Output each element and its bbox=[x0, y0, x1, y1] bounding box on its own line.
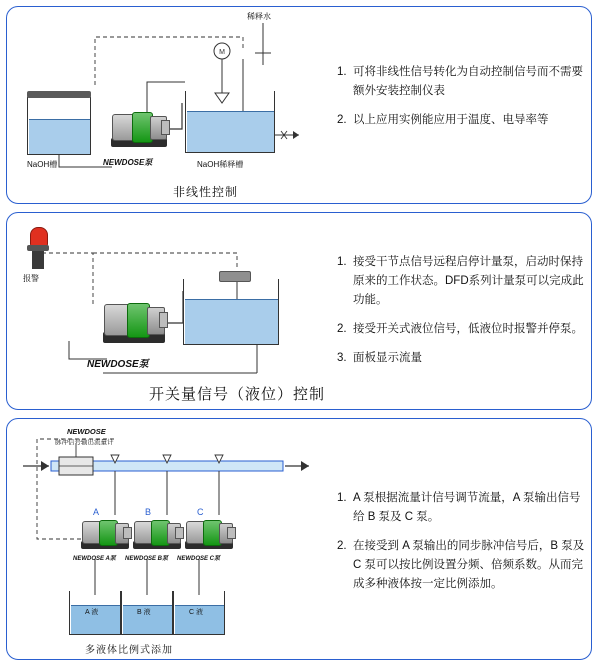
panel2-diagram bbox=[7, 213, 327, 409]
label-pump-a-letter: A bbox=[93, 507, 100, 517]
panel2-notes bbox=[337, 253, 585, 378]
label-tank-naoh: NaOH槽 bbox=[27, 160, 58, 169]
panel-switch-level-control bbox=[6, 212, 592, 410]
note-item bbox=[337, 349, 585, 368]
note-text: 接受开关式液位信号，低液位时报警并停泵。 bbox=[353, 322, 583, 335]
note-text: 以上应用实例能应用于温度、电导率等 bbox=[353, 113, 549, 126]
note-number: 2. bbox=[337, 113, 347, 126]
note-number: 1. bbox=[337, 256, 347, 268]
pump-a bbox=[81, 519, 129, 549]
note-number: 3. bbox=[337, 351, 347, 364]
panel1-diagram bbox=[7, 7, 327, 203]
label-pump-c-name: NEWDOSE C泵 bbox=[177, 556, 221, 562]
panel1-caption: 非线性控制 bbox=[173, 185, 239, 199]
label-alarm: 报警 bbox=[23, 274, 39, 283]
label-pump-2: NEWDOSE泵 bbox=[87, 359, 149, 370]
panel-proportional-dosing bbox=[6, 418, 592, 660]
tank-level-nozzle bbox=[219, 271, 251, 282]
label-tank-c: C 液 bbox=[189, 609, 203, 616]
panel1-notes bbox=[337, 63, 583, 140]
note-item bbox=[337, 111, 583, 130]
tank-naoh-lid bbox=[27, 91, 91, 98]
note-item bbox=[337, 253, 585, 310]
label-flowmeter-sub: 脉冲信号输出流量计 bbox=[55, 439, 114, 446]
panel3-notes bbox=[337, 489, 585, 604]
note-number: 1. bbox=[337, 66, 347, 78]
note-item bbox=[337, 537, 585, 594]
note-number: 1. bbox=[337, 492, 347, 504]
label-pump-c-letter: C bbox=[197, 507, 204, 517]
note-item bbox=[337, 63, 583, 101]
label-tank-dilute: NaOH稀释槽 bbox=[197, 160, 244, 169]
label-pump-b-letter: B bbox=[145, 507, 152, 517]
label-pump-a-name: NEWDOSE A泵 bbox=[73, 556, 116, 562]
pump-c bbox=[185, 519, 233, 549]
label-flowmeter-title: NEWDOSE bbox=[67, 427, 106, 436]
panel-nonlinear-control bbox=[6, 6, 592, 204]
svg-text:M: M bbox=[219, 49, 225, 56]
note-number: 2. bbox=[337, 539, 347, 552]
note-item bbox=[337, 320, 585, 339]
note-text: 接受干节点信号远程启停计量泵，启动时保持原来的工作状态。DFD系列计量泵可以完成此功能。 bbox=[353, 256, 584, 306]
pump-newdose-2 bbox=[103, 301, 165, 343]
tank-naoh bbox=[27, 97, 91, 155]
label-tank-a: A 液 bbox=[85, 609, 99, 616]
note-text: 可将非线性信号转化为自动控制信号而不需要额外安装控制仪表 bbox=[353, 66, 583, 97]
tank-naoh-dilute bbox=[185, 91, 275, 153]
alarm-beacon bbox=[25, 227, 51, 271]
tank-level bbox=[183, 279, 279, 345]
note-text: A 泵根据流量计信号调节流量，A 泵输出信号给 B 泵及 C 泵。 bbox=[353, 492, 581, 523]
label-top-water: 稀释水 bbox=[247, 12, 271, 21]
label-tank-b: B 液 bbox=[137, 609, 151, 616]
note-item bbox=[337, 489, 585, 527]
pump-newdose-1 bbox=[111, 111, 167, 147]
note-number: 2. bbox=[337, 322, 347, 335]
label-pump-1: NEWDOSE泵 bbox=[103, 158, 153, 167]
label-pump-b-name: NEWDOSE B泵 bbox=[125, 556, 169, 562]
panel3-caption: 多液体比例式添加 bbox=[85, 645, 173, 656]
note-text: 在接受到 A 泵输出的同步脉冲信号后，B 泵及 C 泵可以按比例设置分频、倍频系数。从而完成多种液体按一定比例添加。 bbox=[353, 539, 585, 590]
panel3-diagram bbox=[7, 419, 327, 659]
note-text: 面板显示流量 bbox=[353, 351, 422, 364]
pump-b bbox=[133, 519, 181, 549]
panel2-caption: 开关量信号（液位）控制 bbox=[149, 387, 326, 403]
